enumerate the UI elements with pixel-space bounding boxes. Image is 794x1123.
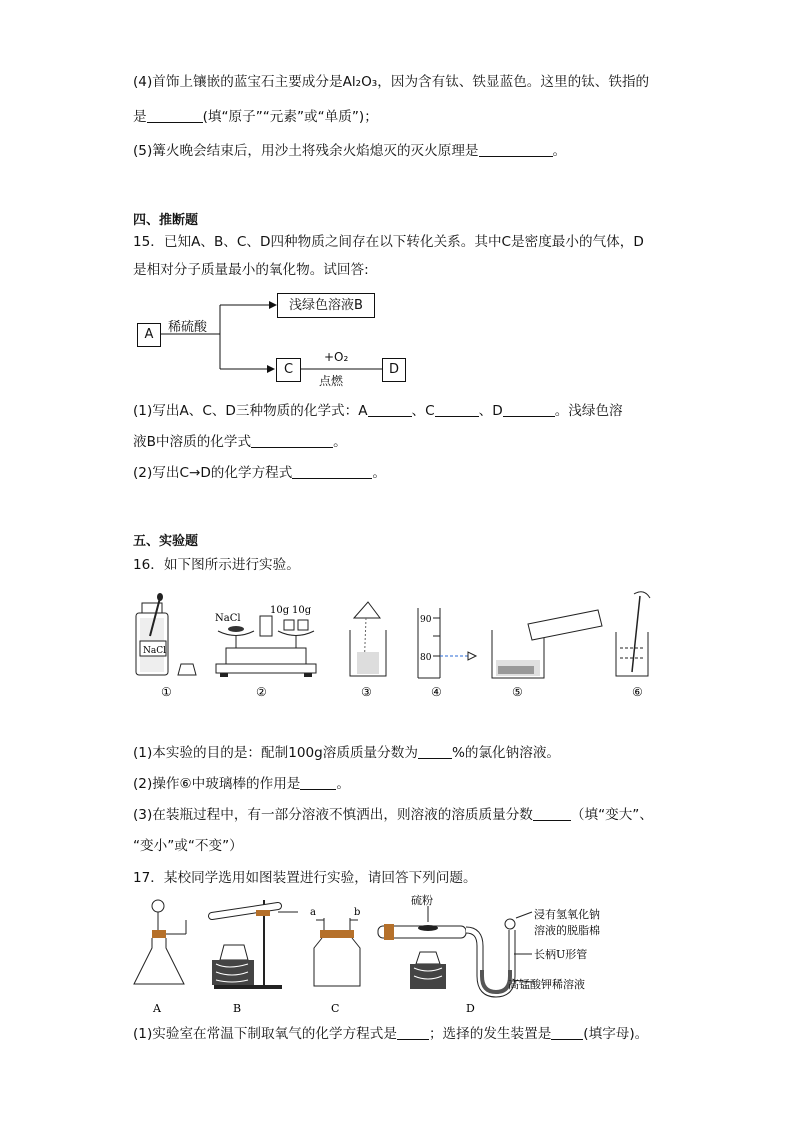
q17-stem: 17．某校同学选用如图装置进行实验，请回答下列问题。	[133, 870, 477, 886]
apparatus-c	[310, 907, 360, 986]
q14-part4-line2: 是 (填“原子”“元素”或“单质”)；	[133, 109, 378, 125]
step-label: ④	[431, 685, 442, 699]
q16-part2: (2)操作⑥中玻璃棒的作用是 。	[133, 776, 350, 792]
condition-ignite: 点燃	[319, 374, 344, 388]
svg-text:b: b	[354, 907, 361, 918]
q14-part5: (5)篝火晚会结束后，用沙土将残余火焰熄灭的灭火原理是 。	[133, 143, 567, 159]
answer-blank[interactable]	[292, 464, 372, 479]
apparatus-label: D	[466, 1002, 475, 1015]
balance	[215, 605, 316, 677]
svg-text:10g: 10g	[270, 605, 290, 616]
svg-text:10g: 10g	[292, 605, 312, 616]
svg-text:90: 90	[420, 615, 432, 625]
answer-blank[interactable]	[397, 1025, 429, 1040]
q15-part1-line1: (1)写出A、C、D三种物质的化学式：A 、C 、D 。浅绿色溶	[133, 403, 623, 419]
condition-oxygen: +O₂	[324, 350, 349, 364]
svg-text:长柄U形管: 长柄U形管	[534, 948, 588, 961]
apparatus-d	[378, 893, 600, 994]
answer-blank[interactable]	[300, 775, 336, 790]
nacl-reagent-bottle	[136, 593, 196, 675]
q15-stem-line2: 是相对分子质量最小的氧化物。试回答:	[133, 262, 369, 278]
diagram-lines	[0, 0, 794, 400]
q16-part1: (1)本实验的目的是：配制100g溶质质量分数为 %的氯化钠溶液。	[133, 745, 561, 761]
apparatus-label: B	[233, 1002, 242, 1015]
q16-part3-line1: (3)在装瓶过程中，有一部分溶液不慎洒出，则溶液的溶质质量分数 （填“变大”、	[133, 807, 653, 823]
answer-blank[interactable]	[551, 1025, 583, 1040]
beaker-pouring	[492, 610, 602, 678]
step-label: ⑤	[512, 685, 523, 699]
answer-blank[interactable]	[435, 402, 479, 417]
box-c: C	[276, 358, 301, 382]
q16-stem: 16．如下图所示进行实验。	[133, 557, 300, 573]
svg-text:浸有氢氧化钠: 浸有氢氧化钠	[534, 908, 600, 921]
beaker-dissolve	[350, 602, 386, 676]
q17-part1: (1)实验室在常温下制取氧气的化学方程式是 ；选择的发生装置是 (填字母)。	[133, 1026, 649, 1042]
answer-blank[interactable]	[251, 433, 333, 448]
answer-blank[interactable]	[503, 402, 555, 417]
answer-blank[interactable]	[533, 806, 571, 821]
figure-17	[128, 890, 648, 1020]
svg-text:NaCl: NaCl	[215, 613, 241, 624]
apparatus-label: C	[331, 1002, 340, 1015]
box-b: 浅绿色溶液B	[277, 293, 375, 318]
step-label: ②	[256, 685, 267, 699]
svg-text:80: 80	[420, 653, 432, 663]
q16-part3-line2: “变小”或“不变”）	[133, 838, 243, 854]
answer-blank[interactable]	[418, 744, 452, 759]
svg-text:a: a	[310, 907, 316, 918]
apparatus-b	[212, 900, 298, 989]
apparatus-label: A	[153, 1002, 161, 1015]
step-label: ③	[361, 685, 372, 699]
step-label: ⑥	[632, 685, 643, 699]
beaker-stirring	[616, 592, 650, 676]
step-label: ①	[161, 685, 172, 699]
apparatus-a	[134, 900, 186, 984]
graduated-cylinder	[418, 608, 476, 678]
answer-blank[interactable]	[368, 402, 412, 417]
figure-16	[128, 588, 668, 703]
q14-part4-line1: (4)首饰上镶嵌的蓝宝石主要成分是Al₂O₃，因为含有钛、铁显蓝色。这里的钛、铁指的	[133, 74, 650, 90]
svg-text:溶液的脱脂棉: 溶液的脱脂棉	[534, 924, 600, 937]
svg-text:高锰酸钾稀溶液: 高锰酸钾稀溶液	[508, 978, 585, 991]
q15-part1-line2: 液B中溶质的化学式 。	[133, 434, 347, 450]
box-a: A	[137, 323, 161, 347]
svg-text:NaCl: NaCl	[143, 646, 167, 656]
section-title: 四、推断题	[133, 213, 199, 228]
arrow-label-acid: 稀硫酸	[168, 320, 208, 335]
q15-part2: (2)写出C→D的化学方程式 。	[133, 465, 386, 481]
formula-al2o3: Al₂O₃	[342, 74, 378, 90]
box-d: D	[382, 358, 406, 382]
svg-text:硫粉: 硫粉	[411, 894, 433, 907]
section-title: 五、实验题	[133, 534, 199, 549]
q15-stem-line1: 15．已知A、B、C、D四种物质之间存在以下转化关系。其中C是密度最小的气体，D	[133, 234, 644, 250]
